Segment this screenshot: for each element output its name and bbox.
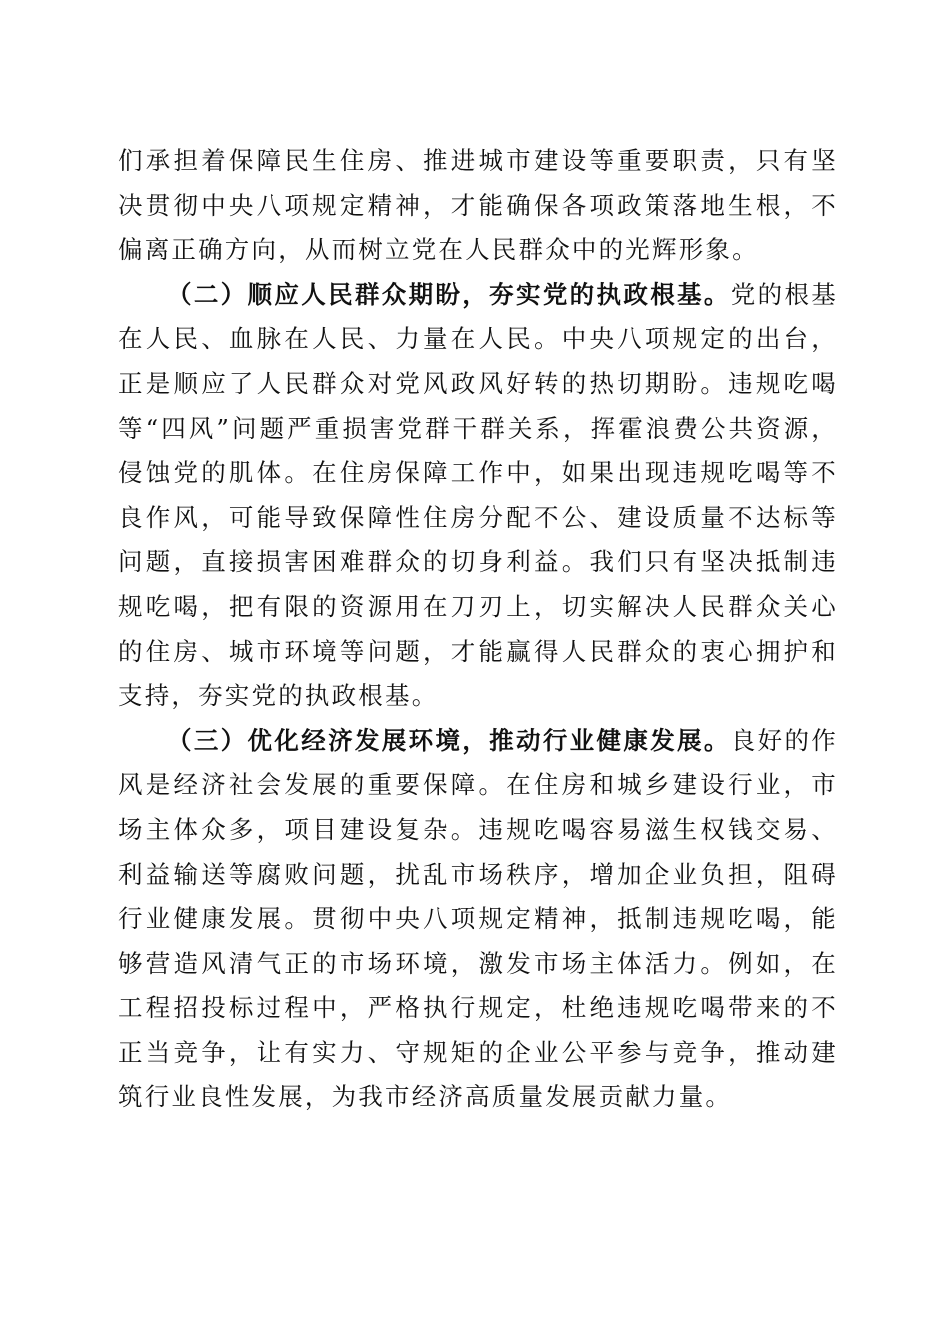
section-heading: （二）顺应人民群众期盼，夯实党的执政根基。 [167, 279, 731, 309]
paragraph-section-2 [118, 273, 838, 719]
paragraph-section-3 [118, 719, 838, 1120]
paragraph-text: 良好的作风是经济社会发展的重要保障。在住房和城乡建设行业，市场主体众多，项目建设复杂。违规吃喝容易滋生权钱交易、利益输送等腐败问题，扰乱市场秩序，增加企业负担，阻碍行业健康发展。贯彻中央八项规定精神，抵制违规吃喝，能够营造风清气正的市场环境，激发市场主体活力。例如，在工程招投标过程中，严格执行规定，杜绝违规吃喝带来的不正当竞争，让有实力、守规矩的企业公平参与竞争，推动建筑行业良性发展，为我市经济高质量发展贡献力量。 [118, 725, 838, 1112]
section-heading: （三）优化经济发展环境，推动行业健康发展。 [167, 725, 731, 755]
paragraph-text: 们承担着保障民生住房、推进城市建设等重要职责，只有坚决贯彻中央八项规定精神，才能确保各项政策落地生根，不偏离正确方向，从而树立党在人民群众中的光辉形象。 [118, 146, 838, 265]
document-body [118, 139, 838, 1120]
paragraph-continuation [118, 139, 838, 273]
paragraph-text: 党的根基在人民、血脉在人民、力量在人民。中央八项规定的出台，正是顺应了人民群众对党风政风好转的热切期盼。违规吃喝等“四风”问题严重损害党群干群关系，挥霍浪费公共资源，侵蚀党的肌体。在住房保障工作中，如果出现违规吃喝等不良作风，可能导致保障性住房分配不公、建设质量不达标等问题，直接损害困难群众的切身利益。我们只有坚决抵制违规吃喝，把有限的资源用在刀刃上，切实解决人民群众关心的住房、城市环境等问题，才能赢得人民群众的衷心拥护和支持，夯实党的执政根基。 [118, 279, 838, 711]
